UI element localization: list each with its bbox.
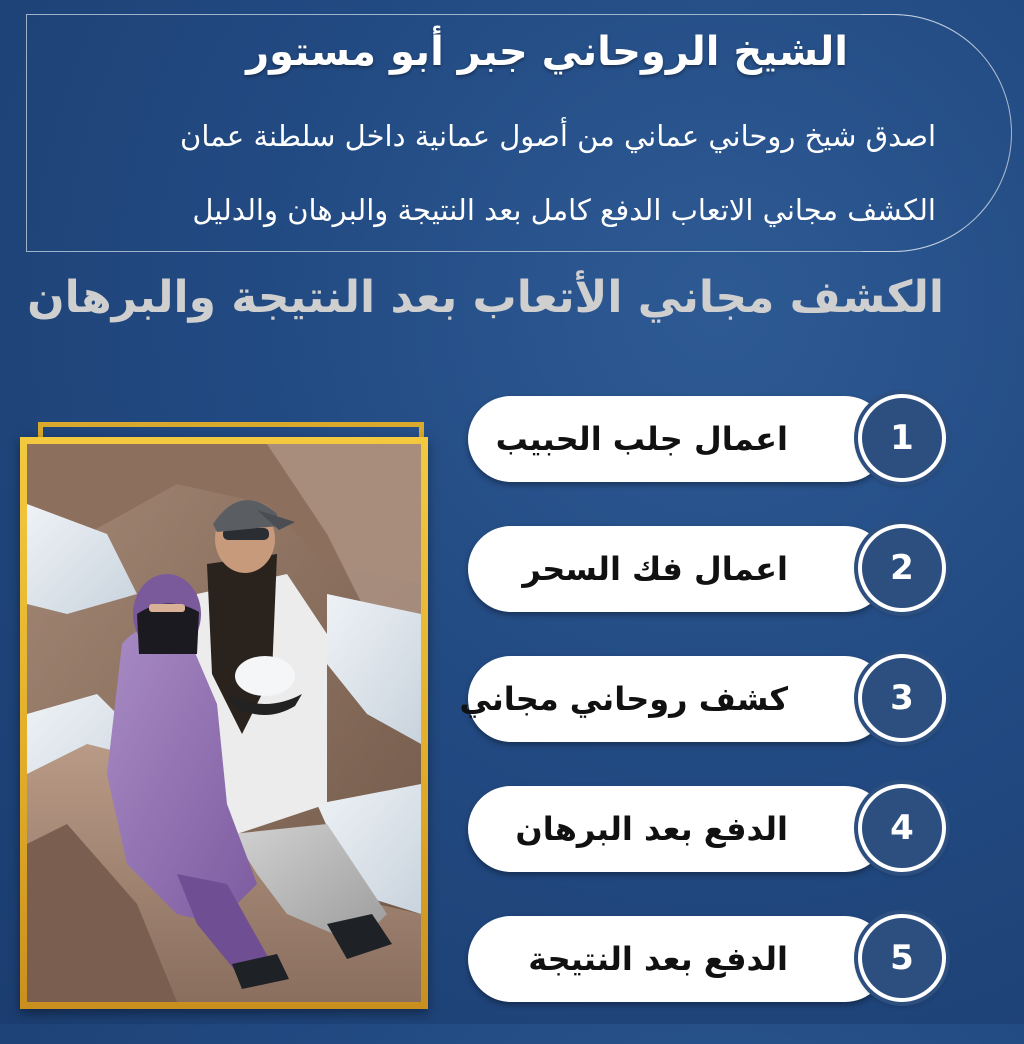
service-pill xyxy=(468,526,888,612)
service-number-badge: 2 xyxy=(858,524,946,612)
service-item-1 xyxy=(468,394,958,484)
service-item-3 xyxy=(459,654,958,744)
header-description-line-1: اصدق شيخ روحاني عماني من أصول عمانية داخل سلطنة عمان xyxy=(180,119,936,153)
service-number-badge: 5 xyxy=(858,914,946,1002)
service-pill xyxy=(459,656,888,742)
service-pill xyxy=(468,396,888,482)
service-pill xyxy=(468,916,888,1002)
service-label: الدفع بعد النتيجة xyxy=(528,940,788,978)
service-item-4 xyxy=(468,784,958,874)
service-list xyxy=(459,394,958,1044)
service-label: اعمال فك السحر xyxy=(522,550,788,588)
couple-photo-illustration xyxy=(27,444,421,1002)
couple-photo xyxy=(27,444,421,1002)
service-number-badge: 3 xyxy=(858,654,946,742)
page-title: الشيخ الروحاني جبر أبو مستور xyxy=(246,29,848,75)
header-card xyxy=(26,14,1012,252)
header-description-line-2: الكشف مجاني الاتعاب الدفع كامل بعد النتيجة والبرهان والدليل xyxy=(192,193,936,227)
photo-frame xyxy=(20,437,428,1009)
service-number-badge: 4 xyxy=(858,784,946,872)
service-label: الدفع بعد البرهان xyxy=(515,810,788,848)
subtitle: الكشف مجاني الأتعاب بعد النتيجة والبرهان xyxy=(27,272,944,323)
service-item-2 xyxy=(468,524,958,614)
service-pill xyxy=(468,786,888,872)
service-label: اعمال جلب الحبيب xyxy=(495,420,788,458)
service-number-badge: 1 xyxy=(858,394,946,482)
service-label: كشف روحاني مجاني xyxy=(459,680,788,718)
service-item-5 xyxy=(468,914,958,1004)
